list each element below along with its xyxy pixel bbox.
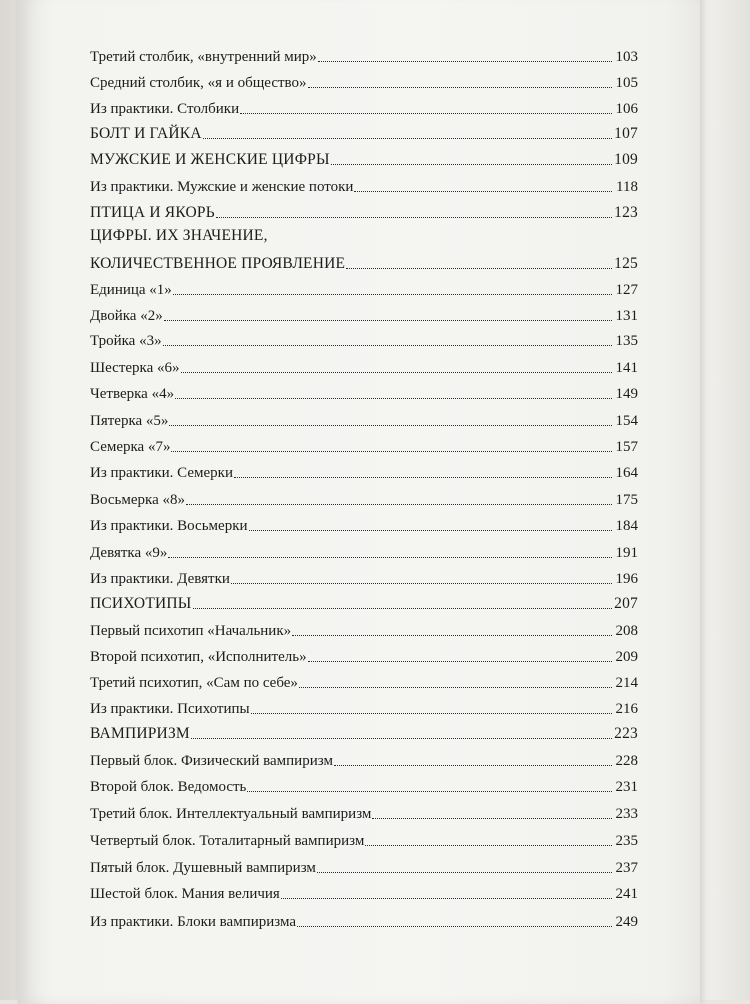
toc-entry-four	[90, 381, 638, 403]
toc-entry-title: Первый блок. Физический вампиризм	[90, 753, 333, 769]
toc-page-number: 123	[614, 204, 638, 221]
toc-dot-leader	[171, 451, 612, 452]
toc-entry-one	[90, 277, 638, 299]
toc-dot-leader	[216, 217, 612, 218]
toc-entry-title: Пятый блок. Душевный вампиризм	[90, 860, 316, 876]
toc-heading-psychotypes	[90, 591, 638, 613]
toc-entry-title: Четверка «4»	[90, 386, 175, 402]
toc-page-number: 237	[615, 860, 638, 876]
toc-dot-leader	[191, 738, 612, 739]
toc-entry-title: МУЖСКИЕ И ЖЕНСКИЕ ЦИФРЫ	[90, 151, 330, 168]
toc-page-number: 209	[615, 649, 638, 665]
toc-dot-leader	[240, 113, 612, 114]
toc-page-number: 154	[615, 413, 638, 429]
toc-entry-title: Третий психотип, «Сам по себе»	[90, 675, 298, 691]
toc-dot-leader	[318, 61, 612, 62]
toc-entry-title: Из практики. Блоки вампиризма	[90, 914, 297, 930]
toc-entry-block-physical	[90, 748, 638, 770]
toc-heading-digits-line1: ЦИФРЫ. ИХ ЗНАЧЕНИЕ,	[90, 227, 268, 244]
toc-dot-leader	[372, 818, 612, 819]
toc-dot-leader	[346, 268, 612, 269]
toc-entry-title: Второй психотип, «Исполнитель»	[90, 649, 307, 665]
toc-page-number: 109	[614, 151, 638, 168]
toc-entry-practice-sevens	[90, 460, 638, 482]
toc-dot-leader	[331, 164, 612, 165]
toc-page-number: 157	[615, 439, 638, 455]
toc-page-number: 103	[615, 49, 638, 65]
toc-dot-leader	[168, 557, 612, 558]
toc-entry-title: Пятерка «5»	[90, 413, 169, 429]
toc-dot-leader	[163, 345, 612, 346]
toc-heading-bolt-and-nut	[90, 121, 638, 143]
toc-entry-psychotype-loner	[90, 670, 638, 692]
toc-entry-title: Третий столбик, «внутренний мир»	[90, 49, 317, 65]
toc-page-number: 223	[614, 725, 638, 742]
toc-entry-title: Шестерка «6»	[90, 360, 180, 376]
toc-entry-title: Двойка «2»	[90, 308, 163, 324]
toc-dot-leader	[164, 320, 612, 321]
toc-page-number: 125	[614, 255, 638, 272]
toc-heading-vampirism	[90, 721, 638, 743]
toc-page-number: 127	[615, 282, 638, 298]
toc-entry-two	[90, 303, 638, 325]
toc-entry-nine	[90, 540, 638, 562]
toc-dot-leader	[354, 191, 612, 192]
toc-page-number: 191	[615, 545, 638, 561]
toc-entry-title: Из практики. Девятки	[90, 571, 230, 587]
toc-dot-leader	[173, 294, 612, 295]
toc-entry-practice-flows	[90, 174, 638, 196]
toc-entry-block-dependence	[90, 774, 638, 796]
toc-entry-three	[90, 328, 638, 350]
toc-page-number: 107	[614, 125, 638, 142]
toc-entry-title: Из практики. Восьмерки	[90, 518, 248, 534]
toc-entry-seven	[90, 434, 638, 456]
toc-page-number: 184	[615, 518, 638, 534]
toc-dot-leader	[317, 872, 612, 873]
toc-dot-leader	[299, 687, 612, 688]
toc-entry-title: Из практики. Психотипы	[90, 701, 250, 717]
toc-dot-leader	[193, 608, 613, 609]
toc-entry-practice-psychotypes	[90, 696, 638, 718]
toc-heading-bird-and-anchor	[90, 200, 638, 222]
toc-page-number: 231	[615, 779, 638, 795]
toc-page-number: 233	[615, 806, 638, 822]
toc-page-number: 214	[615, 675, 638, 691]
toc-page-number: 131	[615, 308, 638, 324]
toc-dot-leader	[203, 138, 612, 139]
toc-entry-title: Восьмерка «8»	[90, 492, 185, 508]
toc-entry-title: ВАМПИРИЗМ	[90, 725, 190, 742]
toc-page-number: 196	[615, 571, 638, 587]
toc-entry-practice-eights	[90, 513, 638, 535]
toc-dot-leader	[297, 926, 612, 927]
toc-page-number: 106	[615, 101, 638, 117]
toc-entry-title: КОЛИЧЕСТВЕННОЕ ПРОЯВЛЕНИЕ	[90, 255, 346, 272]
toc-dot-leader	[181, 372, 612, 373]
toc-dot-leader	[292, 635, 612, 636]
toc-dot-leader	[281, 898, 612, 899]
toc-page-number: 235	[615, 833, 638, 849]
toc-dot-leader	[186, 504, 612, 505]
toc-entry-title: Средний столбик, «я и общество»	[90, 75, 307, 91]
toc-entry-psychotype-boss	[90, 618, 638, 640]
toc-entry-title: Из практики. Столбики	[90, 101, 240, 117]
toc-entry-block-totalitarian	[90, 828, 638, 850]
toc-dot-leader	[247, 791, 612, 792]
toc-entry-title: Третий блок. Интеллектуальный вампиризм	[90, 806, 372, 822]
toc-entry-title: ПТИЦА И ЯКОРЬ	[90, 204, 215, 221]
toc-entry-title: Семерка «7»	[90, 439, 171, 455]
toc-dot-leader	[308, 661, 612, 662]
toc-entry-title: Первый психотип «Начальник»	[90, 623, 292, 639]
toc-entry-title: Девятка «9»	[90, 545, 168, 561]
toc-entry-title: Второй блок. Ведомость	[90, 779, 247, 795]
toc-page-number: 208	[615, 623, 638, 639]
toc-entry-title: БОЛТ И ГАЙКА	[90, 125, 202, 142]
toc-page-number: 164	[615, 465, 638, 481]
toc-page-number: 175	[615, 492, 638, 508]
toc-dot-leader	[365, 845, 612, 846]
toc-dot-leader	[231, 583, 612, 584]
toc-entry-title: Из практики. Мужские и женские потоки	[90, 179, 354, 195]
toc-entry-five	[90, 408, 638, 430]
toc-dot-leader	[249, 530, 612, 531]
toc-dot-leader	[251, 713, 612, 714]
toc-entry-title: Шестой блок. Мания величия	[90, 886, 280, 902]
toc-page-number: 228	[615, 753, 638, 769]
toc-entry-six	[90, 355, 638, 377]
toc-entry-practice-columns	[90, 96, 638, 118]
toc-dot-leader	[175, 398, 612, 399]
toc-heading-male-female-digits	[90, 147, 638, 169]
toc-entry-third-column	[90, 44, 638, 66]
toc-entry-practice-nines	[90, 566, 638, 588]
toc-entry-eight	[90, 487, 638, 509]
toc-page-number: 241	[615, 886, 638, 902]
toc-entry-block-grandeur	[90, 881, 638, 903]
toc-page-number: 149	[615, 386, 638, 402]
toc-entry-psychotype-executor	[90, 644, 638, 666]
toc-page-number: 249	[615, 914, 638, 930]
toc-page-number: 118	[616, 179, 638, 195]
toc-entry-block-intellectual	[90, 801, 638, 823]
toc-entry-middle-column	[90, 70, 638, 92]
toc-page-number: 207	[614, 595, 638, 612]
toc-entry-title: Тройка «3»	[90, 333, 162, 349]
toc-entry-practice-vampirism	[90, 909, 638, 931]
toc-dot-leader	[169, 425, 612, 426]
toc-entry-title: Из практики. Семерки	[90, 465, 233, 481]
toc-dot-leader	[308, 87, 612, 88]
toc-heading-digits-meaning	[90, 251, 638, 273]
toc-entry-title: ПСИХОТИПЫ	[90, 595, 192, 612]
toc-entry-title: Единица «1»	[90, 282, 172, 298]
toc-dot-leader	[234, 477, 612, 478]
toc-entry-title: Четвертый блок. Тоталитарный вампиризм	[90, 833, 365, 849]
toc-entry-block-soul	[90, 855, 638, 877]
toc-page-number: 135	[615, 333, 638, 349]
toc-page-number: 105	[615, 75, 638, 91]
toc-page-number: 141	[615, 360, 638, 376]
toc-dot-leader	[334, 765, 612, 766]
toc-page-number: 216	[615, 701, 638, 717]
